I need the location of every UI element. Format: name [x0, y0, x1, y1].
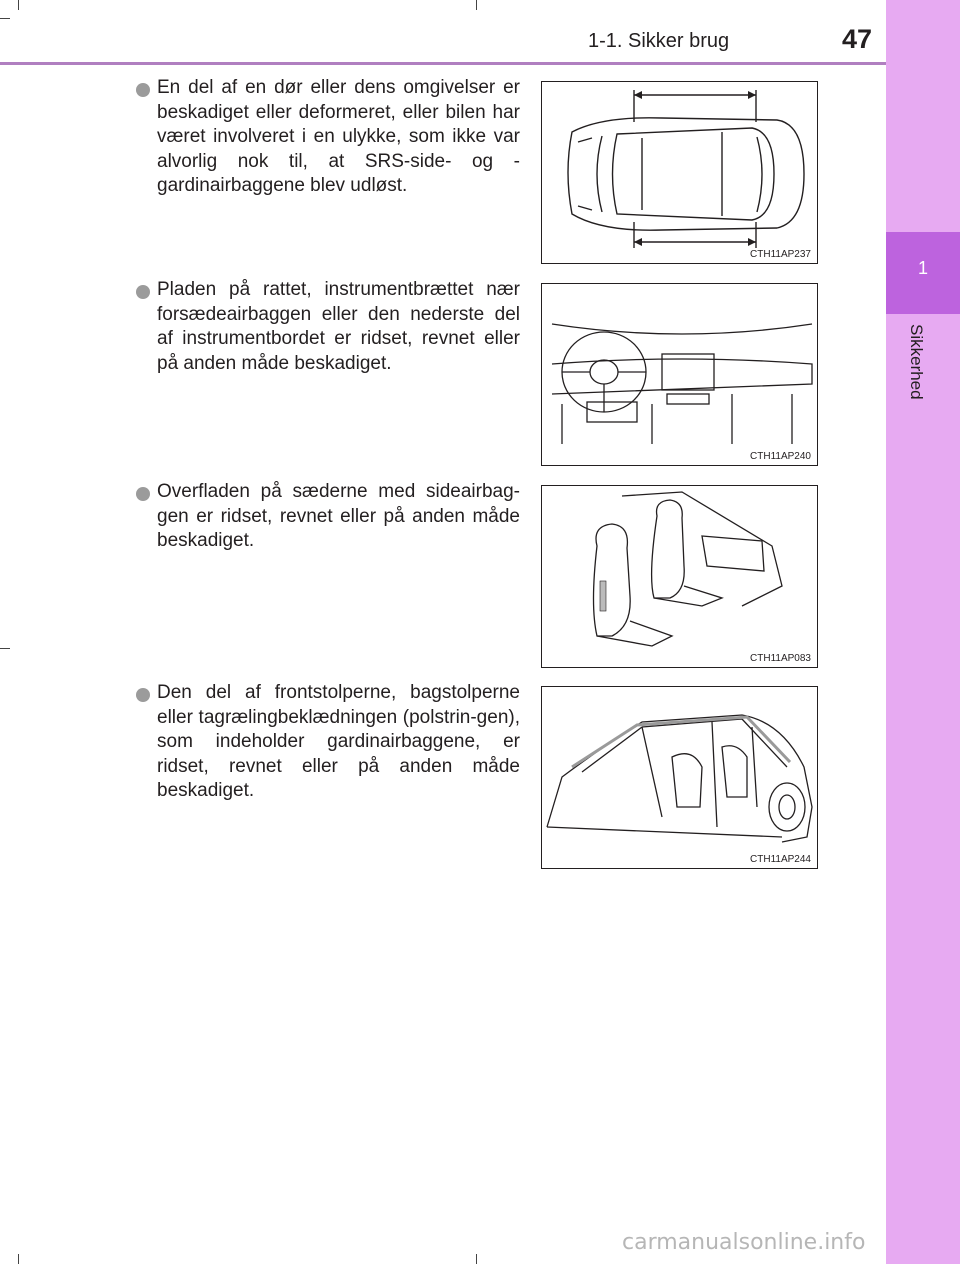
figure-code: CTH11AP083	[750, 653, 811, 664]
crop-mark	[476, 1254, 477, 1264]
crop-mark	[18, 1254, 19, 1264]
crop-mark	[0, 18, 10, 19]
crop-mark	[18, 0, 19, 10]
figure-code: CTH11AP237	[750, 249, 811, 260]
dashboard-icon	[542, 284, 819, 467]
list-item-text: En del af en dør eller dens omgivelser er beskadiget eller deformeret, eller bilen har været involveret i en ulykke, som ikke var alvorlig nok til, at SRS-side- og -gardinairbaggene blev udløst.	[157, 77, 520, 196]
list-item-text: Pladen på rattet, instrumentbrættet nær forsædeairbaggen eller den nederste del af instrumentbordet er ridset, revnet eller på anden måde beskadiget.	[157, 279, 520, 374]
chapter-number: 1	[917, 258, 928, 278]
section-title: 1-1. Sikker brug	[588, 30, 730, 52]
watermark: carmanualsonline.info	[622, 1230, 866, 1255]
chapter-label: Sikkerhed	[907, 324, 926, 400]
figure-car-top-view	[541, 81, 818, 264]
list-item-text: Overfladen på sæderne med sideairbag-gen er ridset, revnet eller på anden måde beskadiget.	[157, 481, 520, 551]
figure-code: CTH11AP240	[750, 451, 811, 462]
figure-code: CTH11AP244	[750, 854, 811, 865]
figure-dashboard	[541, 283, 818, 466]
front-seats-icon	[542, 486, 819, 669]
figure-car-side-pillars	[541, 686, 818, 869]
bullet-icon	[136, 285, 150, 299]
bullet-icon	[136, 688, 150, 702]
header-rule	[0, 62, 886, 65]
bullet-icon	[136, 487, 150, 501]
car-side-pillars-icon	[542, 687, 819, 870]
side-strip	[886, 0, 960, 1264]
crop-mark	[0, 648, 10, 649]
list-item-text: Den del af frontstolperne, bagstolperne eller tagrælingbeklædningen (polstrin-gen), som indeholder gardinairbaggene, er ridset, revnet eller på anden måde beskadiget.	[157, 682, 520, 801]
crop-mark	[476, 0, 477, 10]
bullet-icon	[136, 83, 150, 97]
page-number: 47	[842, 24, 873, 54]
figure-front-seats	[541, 485, 818, 668]
car-top-view-icon	[542, 82, 819, 265]
